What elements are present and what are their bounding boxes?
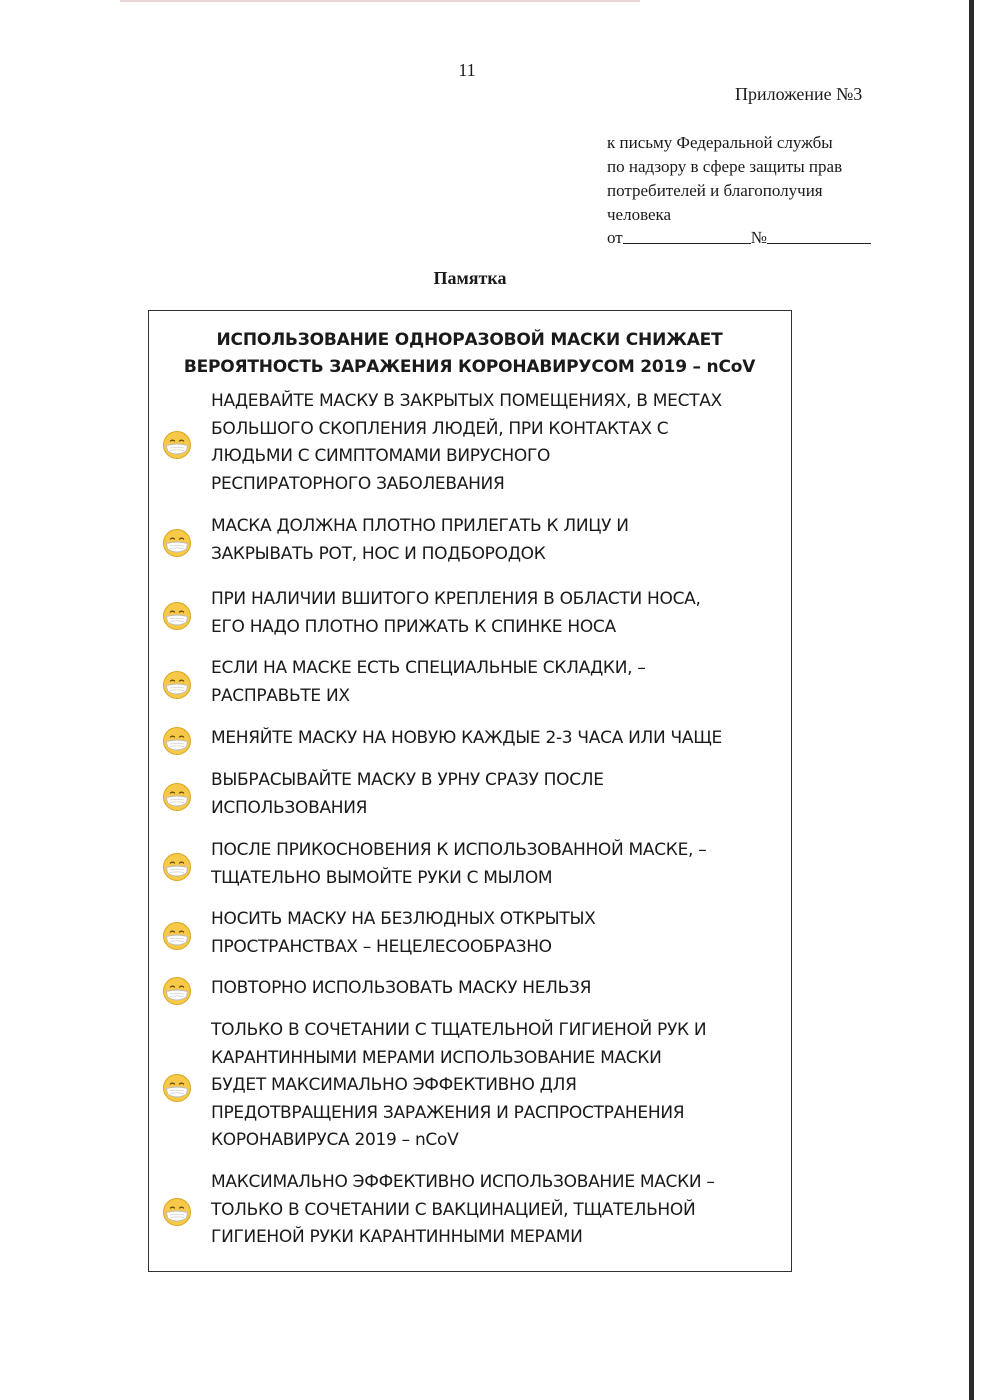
list-item-line: МЕНЯЙТЕ МАСКУ НА НОВУЮ КАЖДЫЕ 2-3 ЧАСА ИЛИ ЧАЩЕ — [211, 728, 722, 748]
list-item-text — [211, 906, 786, 961]
list-item-line: БУДЕТ МАКСИМАЛЬНО ЭФФЕКТИВНО ДЛЯ — [211, 1075, 577, 1095]
number-blank — [767, 225, 871, 244]
list-item-line: ПРИ НАЛИЧИИ ВШИТОГО КРЕПЛЕНИЯ В ОБЛАСТИ НОСА, — [211, 589, 701, 609]
list-item-text — [211, 388, 786, 498]
list-item-text — [211, 513, 786, 568]
face-with-medical-mask-icon — [162, 1073, 192, 1103]
letter-reference — [607, 131, 897, 227]
page-number: 11 — [458, 60, 476, 80]
appendix-label: Приложение №3 — [735, 84, 863, 104]
box-heading — [149, 327, 790, 381]
list-item — [149, 906, 790, 961]
list-item — [149, 655, 790, 710]
list-item-line: КАРАНТИННЫМИ МЕРАМИ ИСПОЛЬЗОВАНИЕ МАСКИ — [211, 1047, 662, 1068]
face-with-medical-mask-icon — [162, 726, 192, 756]
face-with-medical-mask-icon — [162, 1197, 192, 1227]
box-heading-line: ИСПОЛЬЗОВАНИЕ ОДНОРАЗОВОЙ МАСКИ СНИЖАЕТ — [216, 330, 723, 350]
list-item-line: ЕСЛИ НА МАСКЕ ЕСТЬ СПЕЦИАЛЬНЫЕ СКЛАДКИ, – — [211, 658, 646, 678]
face-with-medical-mask-icon — [162, 601, 192, 631]
list-item-line: МАСКА ДОЛЖНА ПЛОТНО ПРИЛЕГАТЬ К ЛИЦУ И — [211, 516, 629, 536]
letter-reference-line: по надзору в сфере защиты прав — [607, 157, 843, 176]
list-item-text — [211, 1017, 786, 1155]
list-item-text — [211, 767, 786, 822]
list-item-line: КОРОНАВИРУСА 2019 – nCoV — [211, 1130, 459, 1150]
list-item-line: ГИГИЕНОЙ РУКИ КАРАНТИННЫМИ МЕРАМИ — [211, 1227, 583, 1247]
list-item-text — [211, 655, 786, 710]
list-item — [149, 725, 790, 753]
list-item-line: ТОЛЬКО В СОЧЕТАНИИ С ТЩАТЕЛЬНОЙ ГИГИЕНОЙ РУК И — [211, 1020, 707, 1040]
face-with-medical-mask-icon — [162, 670, 192, 700]
list-item-line: ПОСЛЕ ПРИКОСНОВЕНИЯ К ИСПОЛЬЗОВАННОЙ МАСКЕ, – — [211, 840, 707, 860]
date-prefix: от — [607, 228, 623, 247]
list-item-text — [211, 1169, 786, 1252]
list-item-line: ПРЕДОТВРАЩЕНИЯ ЗАРАЖЕНИЯ И РАСПРОСТРАНЕНИЯ — [211, 1102, 685, 1123]
date-blank — [623, 225, 751, 244]
list-item-line: ЛЮДЬМИ С СИМПТОМАМИ ВИРУСНОГО — [211, 446, 551, 466]
letter-reference-line: потребителей и благополучия — [607, 181, 823, 200]
list-item-line: МАКСИМАЛЬНО ЭФФЕКТИВНО ИСПОЛЬЗОВАНИЕ МАСКИ – — [211, 1172, 715, 1192]
list-item-line: ПРОСТРАНСТВАХ – НЕЦЕЛЕСООБРАЗНО — [211, 936, 552, 957]
list-item-line: НОСИТЬ МАСКУ НА БЕЗЛЮДНЫХ ОТКРЫТЫХ — [211, 909, 596, 929]
face-with-medical-mask-icon — [162, 430, 192, 460]
list-item — [149, 837, 790, 892]
list-item — [149, 513, 790, 568]
memo-box — [148, 310, 792, 1272]
list-item — [149, 388, 790, 498]
list-item-line: ИСПОЛЬЗОВАНИЯ — [211, 797, 368, 818]
list-item-line: ВЫБРАСЫВАЙТЕ МАСКУ В УРНУ СРАЗУ ПОСЛЕ — [211, 770, 604, 790]
list-item-line: БОЛЬШОГО СКОПЛЕНИЯ ЛЮДЕЙ, ПРИ КОНТАКТАХ С — [211, 418, 669, 439]
list-item — [149, 767, 790, 822]
list-item-line: ЕГО НАДО ПЛОТНО ПРИЖАТЬ К СПИНКЕ НОСА — [211, 616, 616, 637]
face-with-medical-mask-icon — [162, 852, 192, 882]
list-item — [149, 586, 790, 641]
memo-title: Памятка — [433, 268, 507, 288]
face-with-medical-mask-icon — [162, 528, 192, 558]
list-item — [149, 975, 790, 1003]
list-item-line: РАСПРАВЬТЕ ИХ — [211, 685, 350, 706]
list-item-text — [211, 975, 786, 1003]
list-item-line: ЗАКРЫВАТЬ РОТ, НОС И ПОДБОРОДОК — [211, 543, 546, 564]
letter-reference-line: человека — [607, 205, 672, 224]
face-with-medical-mask-icon — [162, 921, 192, 951]
list-item-line: ТЩАТЕЛЬНО ВЫМОЙТЕ РУКИ С МЫЛОМ — [211, 867, 553, 888]
number-sign: № — [750, 228, 767, 247]
list-item-line: ТОЛЬКО В СОЧЕТАНИИ С ВАКЦИНАЦИЕЙ, ТЩАТЕЛЬНОЙ — [211, 1199, 696, 1220]
list-item — [149, 1017, 790, 1155]
list-item — [149, 1169, 790, 1252]
face-with-medical-mask-icon — [162, 782, 192, 812]
scan-edge-top — [120, 0, 640, 2]
list-item-text — [211, 586, 786, 641]
list-item-line: НАДЕВАЙТЕ МАСКУ В ЗАКРЫТЫХ ПОМЕЩЕНИЯХ, В МЕСТАХ — [211, 391, 722, 411]
list-item-line: РЕСПИРАТОРНОГО ЗАБОЛЕВАНИЯ — [211, 473, 505, 494]
list-item-text — [211, 837, 786, 892]
date-number-line — [607, 224, 887, 248]
list-item-text — [211, 725, 786, 753]
face-with-medical-mask-icon — [162, 976, 192, 1006]
scan-edge — [969, 0, 974, 1400]
box-heading-line: ВЕРОЯТНОСТЬ ЗАРАЖЕНИЯ КОРОНАВИРУСОМ 2019 – nCoV — [183, 357, 756, 377]
list-item-line: ПОВТОРНО ИСПОЛЬЗОВАТЬ МАСКУ НЕЛЬЗЯ — [211, 978, 592, 998]
letter-reference-line: к письму Федеральной службы — [607, 133, 833, 152]
